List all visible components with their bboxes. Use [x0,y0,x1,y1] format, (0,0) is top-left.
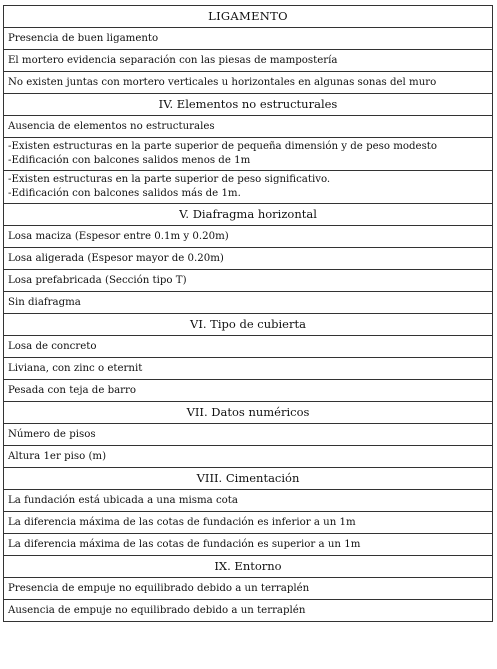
section-title: IV. Elementos no estructurales [4,94,493,116]
row-cell [4,358,493,380]
section-header-row [4,402,493,424]
row-cell [4,72,493,94]
row-cell [4,50,493,72]
table-row [4,578,493,600]
row-text: No existen juntas con mortero verticales u horizontales en algunas sonas del muro [8,77,437,88]
row-text: La diferencia máxima de las cotas de fundación es superior a un 1m [8,539,361,550]
table-row [4,336,493,358]
table-row [4,600,493,622]
row-cell [4,600,493,622]
table-row [4,116,493,138]
row-text: Pesada con teja de barro [8,385,137,396]
row-cell [4,512,493,534]
table-row [4,138,493,171]
row-text: El mortero evidencia separación con las piesas de mampostería [8,55,338,66]
section-header-row [4,314,493,336]
table-row [4,270,493,292]
row-text: -Existen estructuras en la parte superior de peso significativo. [8,174,331,185]
table-row [4,72,493,94]
table-row [4,248,493,270]
row-cell [4,490,493,512]
section-header-row [4,556,493,578]
row-text: Número de pisos [8,429,96,440]
table-row [4,534,493,556]
section-title: LIGAMENTO [4,6,493,28]
section-header-row [4,468,493,490]
table-row [4,171,493,204]
row-text: Losa de concreto [8,341,97,352]
table-row [4,28,493,50]
row-text: Sin diafragma [8,297,81,308]
table-row [4,226,493,248]
row-cell [4,292,493,314]
row-text: -Edificación con balcones salidos más de 1m. [8,188,241,199]
section-header-row [4,204,493,226]
section-header-row [4,94,493,116]
evaluation-table [3,5,493,622]
row-cell [4,226,493,248]
table-row [4,50,493,72]
row-cell [4,336,493,358]
row-text: Losa prefabricada (Sección tipo T) [8,275,187,286]
row-text: Losa aligerada (Espesor mayor de 0.20m) [8,253,224,264]
row-cell [4,424,493,446]
section-title: VIII. Cimentación [4,468,493,490]
row-text: Ausencia de elementos no estructurales [8,121,215,132]
row-cell [4,380,493,402]
section-title: VI. Tipo de cubierta [4,314,493,336]
section-title: VII. Datos numéricos [4,402,493,424]
row-cell [4,171,493,204]
row-cell [4,270,493,292]
table-row [4,292,493,314]
row-cell [4,578,493,600]
row-text: Presencia de buen ligamento [8,33,159,44]
row-text: Losa maciza (Espesor entre 0.1m y 0.20m) [8,231,229,242]
table-row [4,446,493,468]
table-body [4,6,493,622]
section-title: IX. Entorno [4,556,493,578]
section-title: V. Diafragma horizontal [4,204,493,226]
row-text: Altura 1er piso (m) [8,451,107,462]
row-text: La diferencia máxima de las cotas de fundación es inferior a un 1m [8,517,356,528]
row-cell [4,116,493,138]
table-row [4,358,493,380]
table-row [4,424,493,446]
row-cell [4,446,493,468]
table-row [4,512,493,534]
row-text: Presencia de empuje no equilibrado debido a un terraplén [8,583,310,594]
row-text: -Edificación con balcones salidos menos de 1m [8,155,251,166]
row-text: -Existen estructuras en la parte superior de pequeña dimensión y de peso modesto [8,141,438,152]
table-row [4,490,493,512]
row-cell [4,138,493,171]
row-cell [4,28,493,50]
row-text: Ausencia de empuje no equilibrado debido a un terraplén [8,605,306,616]
row-cell [4,248,493,270]
row-text: La fundación está ubicada a una misma cota [8,495,238,506]
section-header-row [4,6,493,28]
row-cell [4,534,493,556]
table-row [4,380,493,402]
row-text: Liviana, con zinc o eternit [8,363,143,374]
